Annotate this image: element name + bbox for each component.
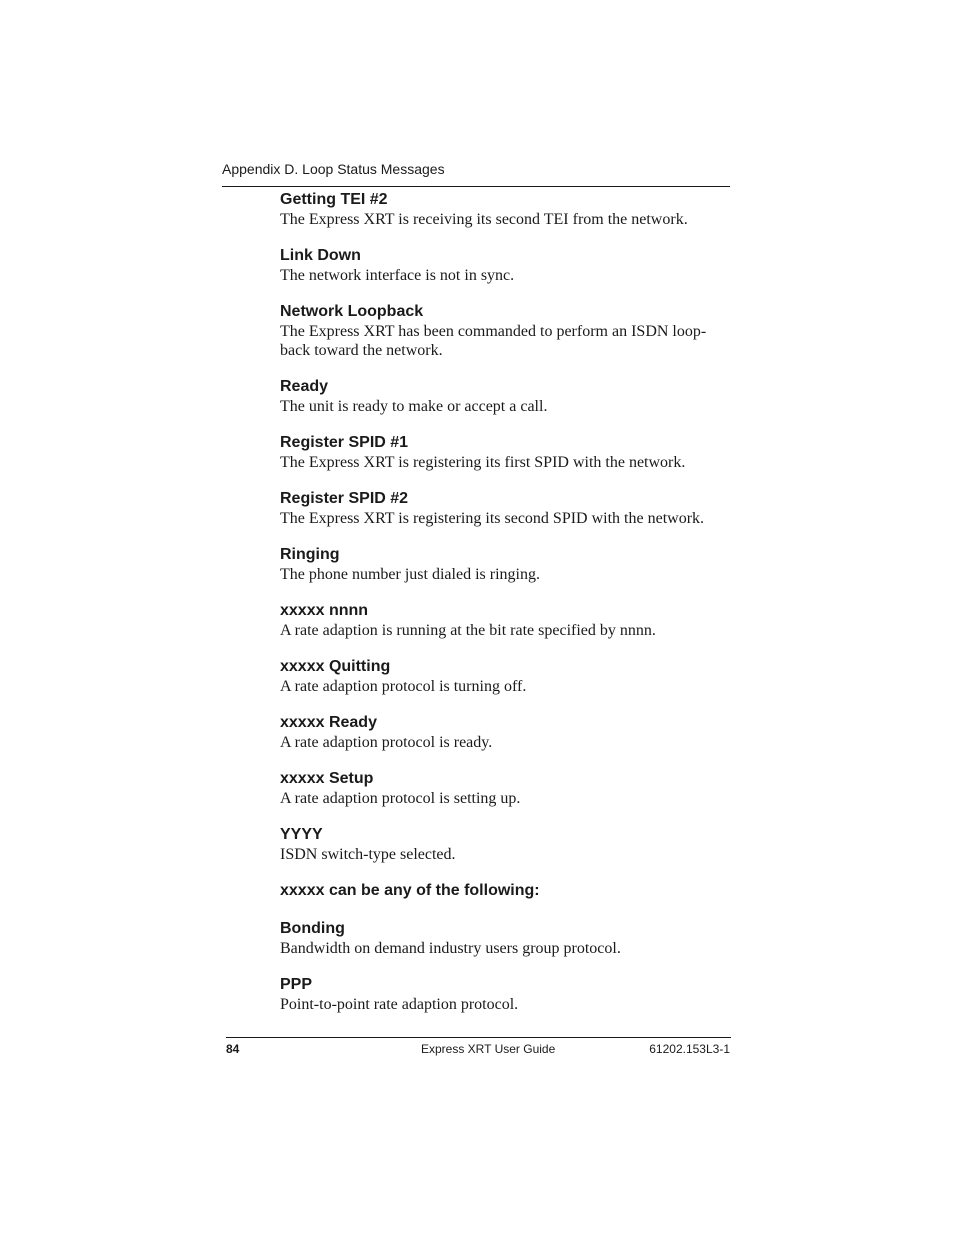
footer-title: Express XRT User Guide bbox=[421, 1042, 556, 1056]
entry-description: The Express XRT is registering its second SPID with the network. bbox=[280, 510, 705, 527]
entry-description: ISDN switch-type selected. bbox=[280, 846, 456, 863]
entry-term: xxxxx nnnn bbox=[280, 602, 369, 619]
entry-term: Register SPID #2 bbox=[280, 490, 409, 507]
entry-description: The Express XRT is registering its first SPID with the network. bbox=[280, 454, 686, 471]
entry-yyyy bbox=[280, 825, 732, 864]
entry-xxxxx-setup bbox=[280, 769, 732, 808]
entry-description: Point-to-point rate adaption protocol. bbox=[280, 996, 519, 1013]
entry-term: Register SPID #1 bbox=[280, 434, 409, 451]
entry-term: Bonding bbox=[280, 920, 345, 937]
entry-xxxxx-ready bbox=[280, 713, 732, 752]
entry-term: Getting TEI #2 bbox=[280, 191, 388, 208]
footer-rule bbox=[226, 1037, 731, 1038]
entry-term: Network Loopback bbox=[280, 303, 424, 320]
entry-network-loopback bbox=[280, 302, 732, 360]
entry-description: The Express XRT is receiving its second TEI from the network. bbox=[280, 211, 688, 228]
running-head: Appendix D. Loop Status Messages bbox=[222, 161, 445, 177]
entry-ringing bbox=[280, 545, 732, 584]
entry-description: Bandwidth on demand industry users group protocol. bbox=[280, 940, 621, 957]
entry-description: The unit is ready to make or accept a call. bbox=[280, 398, 548, 415]
entry-description: A rate adaption protocol is setting up. bbox=[280, 790, 521, 807]
entry-description: The Express XRT has been commanded to perform an ISDN loop-back toward the network. bbox=[280, 323, 707, 359]
entry-description: The network interface is not in sync. bbox=[280, 267, 515, 284]
page-number: 84 bbox=[226, 1042, 240, 1056]
entry-term: xxxxx Ready bbox=[280, 714, 377, 731]
document-number: 61202.153L3-1 bbox=[649, 1042, 730, 1056]
header-rule bbox=[222, 186, 730, 187]
entry-term: xxxxx Quitting bbox=[280, 658, 391, 675]
entry-term: YYYY bbox=[280, 826, 323, 843]
entry-bonding bbox=[280, 919, 732, 958]
entry-link-down bbox=[280, 246, 732, 285]
entry-term: xxxxx Setup bbox=[280, 770, 374, 787]
entry-description: A rate adaption protocol is turning off. bbox=[280, 678, 527, 695]
entry-description: A rate adaption is running at the bit rate specified by nnnn. bbox=[280, 622, 656, 639]
entry-getting-tei-2 bbox=[280, 190, 732, 229]
entry-term: PPP bbox=[280, 976, 313, 993]
message-list bbox=[280, 190, 732, 1031]
entry-xxxxx-quitting bbox=[280, 657, 732, 696]
entry-description: The phone number just dialed is ringing. bbox=[280, 566, 540, 583]
xxxxx-options-heading: xxxxx can be any of the following: bbox=[280, 882, 540, 899]
entry-register-spid-2 bbox=[280, 489, 732, 528]
entry-ppp bbox=[280, 975, 732, 1014]
entry-ready bbox=[280, 377, 732, 416]
entry-term: Ringing bbox=[280, 546, 340, 563]
entry-term: Ready bbox=[280, 378, 329, 395]
entry-register-spid-1 bbox=[280, 433, 732, 472]
entry-description: A rate adaption protocol is ready. bbox=[280, 734, 493, 751]
entry-xxxxx-nnnn bbox=[280, 601, 732, 640]
entry-term: Link Down bbox=[280, 247, 361, 264]
